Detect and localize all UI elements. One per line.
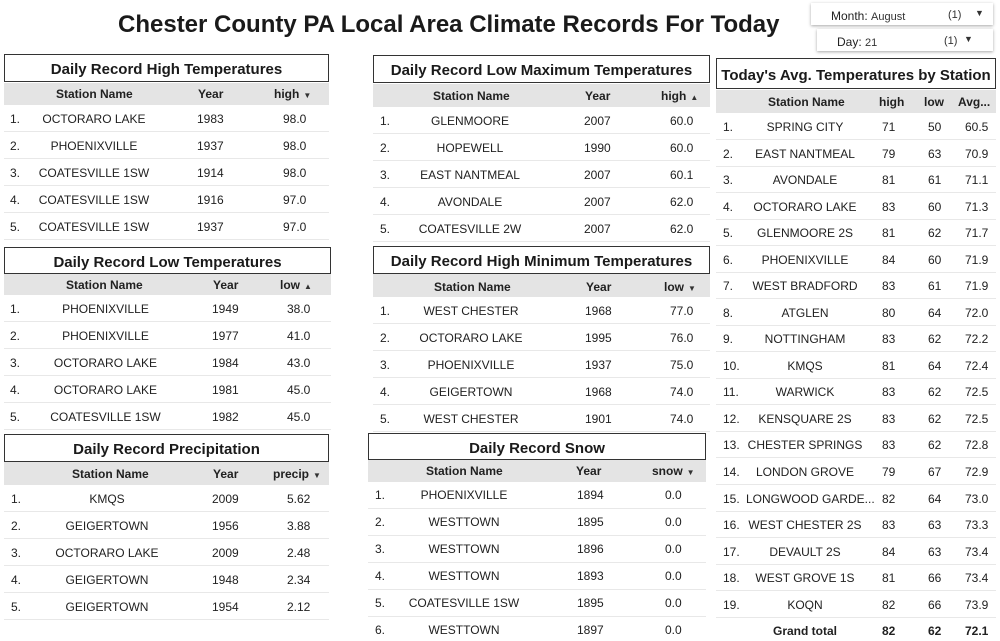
table-row: 3. OCTORARO LAKE 1984 43.0 [4, 349, 331, 376]
table-row: 4. WESTTOWN 1893 0.0 [368, 563, 706, 590]
column-header-snow[interactable]: snow ▼ [652, 464, 695, 478]
table-header [4, 83, 329, 105]
table-row: 3. COATESVILLE 1SW 1914 98.0 [4, 159, 329, 186]
column-header-year[interactable]: Year [198, 87, 224, 101]
table-row: 5. WEST CHESTER 1901 74.0 [373, 405, 710, 432]
table-row: 1. OCTORARO LAKE 1983 98.0 [4, 105, 329, 132]
record-low-title: Daily Record Low Temperatures [4, 247, 331, 274]
record-high-title: Daily Record High Temperatures [4, 54, 329, 82]
table-row: 7. WEST BRADFORD 83 61 71.9 [716, 272, 996, 299]
table-row: 2. PHOENIXVILLE 1937 98.0 [4, 132, 329, 159]
column-header-year[interactable]: Year [213, 278, 239, 292]
column-header-station[interactable]: Station Name [433, 89, 510, 103]
table-row: 12. KENSQUARE 2S 83 62 72.5 [716, 405, 996, 432]
table-row: 8. ATGLEN 80 64 72.0 [716, 299, 996, 326]
sort-desc-icon: ▼ [688, 284, 696, 293]
sort-desc-icon: ▼ [303, 91, 312, 100]
table-header [716, 90, 996, 113]
table-row: 1. PHOENIXVILLE 1894 0.0 [368, 482, 706, 509]
record-low-max-table [373, 84, 710, 244]
table-row: 19. KOQN 82 66 73.9 [716, 591, 996, 618]
sort-desc-icon: ▼ [686, 468, 695, 477]
column-header-year[interactable]: Year [213, 467, 239, 481]
table-row: 17. DEVAULT 2S 84 63 73.4 [716, 538, 996, 565]
grand-total-row: Grand total 82 62 72.1 [772, 624, 989, 638]
avg-temps-title: Today's Avg. Temperatures by Station [716, 58, 996, 89]
record-precip-table [4, 462, 329, 620]
sort-asc-icon: ▲ [304, 282, 312, 291]
sort-asc-icon: ▲ [690, 93, 699, 102]
table-header [373, 274, 710, 297]
table-row: 4. GEIGERTOWN 1948 2.34 [4, 566, 329, 593]
column-header-station[interactable]: Station Name [768, 95, 845, 109]
day-filter-label: Day: [837, 35, 862, 49]
table-row: 5. COATESVILLE 1SW 1982 45.0 [4, 403, 331, 430]
table-row: 4. AVONDALE 2007 62.0 [373, 188, 710, 215]
record-precip-title: Daily Record Precipitation [4, 434, 329, 462]
column-header-precip[interactable]: precip ▼ [273, 467, 321, 481]
column-header-low[interactable]: low ▲ [280, 278, 312, 292]
table-row: 6. PHOENIXVILLE 84 60 71.9 [716, 246, 996, 273]
table-row: 1. WEST CHESTER 1968 77.0 [373, 297, 710, 324]
table-row: 10. KMQS 81 64 72.4 [716, 352, 996, 379]
table-row: 5. COATESVILLE 2W 2007 62.0 [373, 215, 710, 242]
table-row: 5. GLENMOORE 2S 81 62 71.7 [716, 219, 996, 246]
table-row: 4. COATESVILLE 1SW 1916 97.0 [4, 186, 329, 213]
table-row: 14. LONDON GROVE 79 67 72.9 [716, 458, 996, 485]
column-header-station[interactable]: Station Name [426, 464, 503, 478]
table-row: 2. HOPEWELL 1990 60.0 [373, 134, 710, 161]
table-row: 16. WEST CHESTER 2S 83 63 73.3 [716, 511, 996, 538]
table-row: 9. NOTTINGHAM 83 62 72.2 [716, 325, 996, 352]
table-row: 15. LONGWOOD GARDE... 82 64 73.0 [716, 485, 996, 512]
table-row: 3. PHOENIXVILLE 1937 75.0 [373, 351, 710, 378]
page-title: Chester County PA Local Area Climate Records For Today [118, 11, 780, 38]
table-row: 6. WESTTOWN 1897 0.0 [375, 623, 682, 637]
column-header-high[interactable]: high [879, 95, 905, 109]
record-low-max-title: Daily Record Low Maximum Temperatures [373, 55, 710, 83]
day-filter-value: 21 [865, 37, 878, 49]
column-header-station[interactable]: Station Name [56, 87, 133, 101]
table-row: 2. GEIGERTOWN 1956 3.88 [4, 512, 329, 539]
table-row: 5. COATESVILLE 1SW 1895 0.0 [368, 590, 706, 617]
month-filter-value: August [871, 11, 906, 23]
table-row: 2. EAST NANTMEAL 79 63 70.9 [716, 140, 996, 167]
column-header-year[interactable]: Year [586, 280, 612, 294]
table-row: 3. AVONDALE 81 61 71.1 [716, 166, 996, 193]
table-row: 3. WESTTOWN 1896 0.0 [368, 536, 706, 563]
table-row: 1. GLENMOORE 2007 60.0 [373, 107, 710, 134]
record-snow-table [368, 460, 706, 641]
column-header-high[interactable]: high ▲ [661, 89, 699, 103]
table-row: 5. GEIGERTOWN 1954 2.12 [4, 593, 329, 620]
table-header [4, 274, 331, 295]
month-filter-count: (1) [948, 9, 962, 21]
table-row: 1. PHOENIXVILLE 1949 38.0 [4, 295, 331, 322]
day-filter[interactable] [817, 29, 993, 51]
table-row: 5. COATESVILLE 1SW 1937 97.0 [4, 213, 329, 240]
table-row: 4. GEIGERTOWN 1968 74.0 [373, 378, 710, 405]
month-filter[interactable] [811, 3, 993, 25]
table-row: 4. OCTORARO LAKE 83 60 71.3 [716, 193, 996, 220]
column-header-station[interactable]: Station Name [66, 278, 143, 292]
table-row: 2. OCTORARO LAKE 1995 76.0 [373, 324, 710, 351]
day-filter-count: (1) [944, 35, 958, 47]
column-header-year[interactable]: Year [585, 89, 611, 103]
table-row: 1. KMQS 2009 5.62 [4, 485, 329, 512]
table-row: 13. CHESTER SPRINGS 83 62 72.8 [716, 431, 996, 458]
record-snow-title: Daily Record Snow [368, 433, 706, 460]
table-header [373, 84, 710, 107]
record-low-table [4, 274, 331, 430]
table-row: 11. WARWICK 83 62 72.5 [716, 378, 996, 405]
table-row: 4. OCTORARO LAKE 1981 45.0 [4, 376, 331, 403]
month-filter-label: Month: [831, 9, 868, 23]
column-header-year[interactable]: Year [576, 464, 602, 478]
column-header-low[interactable]: low ▼ [664, 280, 696, 294]
table-row: 3. OCTORARO LAKE 2009 2.48 [4, 539, 329, 566]
avg-temps-table [716, 90, 996, 641]
column-header-station[interactable]: Station Name [72, 467, 149, 481]
column-header-avg[interactable]: Avg... [958, 95, 991, 109]
table-header [368, 460, 706, 482]
sort-desc-icon: ▼ [313, 471, 321, 480]
table-row: 2. PHOENIXVILLE 1977 41.0 [4, 322, 331, 349]
table-row: 18. WEST GROVE 1S 81 66 73.4 [716, 564, 996, 591]
table-header [4, 462, 329, 485]
column-header-high[interactable]: high ▼ [274, 87, 312, 101]
chevron-down-icon[interactable]: ▼ [975, 8, 984, 18]
table-row: 1. SPRING CITY 71 50 60.5 [716, 113, 996, 140]
record-high-min-table [373, 274, 710, 432]
record-high-min-title: Daily Record High Minimum Temperatures [373, 246, 710, 274]
table-row: 2. WESTTOWN 1895 0.0 [368, 509, 706, 536]
table-row: 3. EAST NANTMEAL 2007 60.1 [373, 161, 710, 188]
chevron-down-icon[interactable]: ▼ [964, 34, 973, 44]
column-header-low[interactable]: low [924, 95, 944, 109]
column-header-station[interactable]: Station Name [434, 280, 511, 294]
record-high-table [4, 83, 329, 243]
